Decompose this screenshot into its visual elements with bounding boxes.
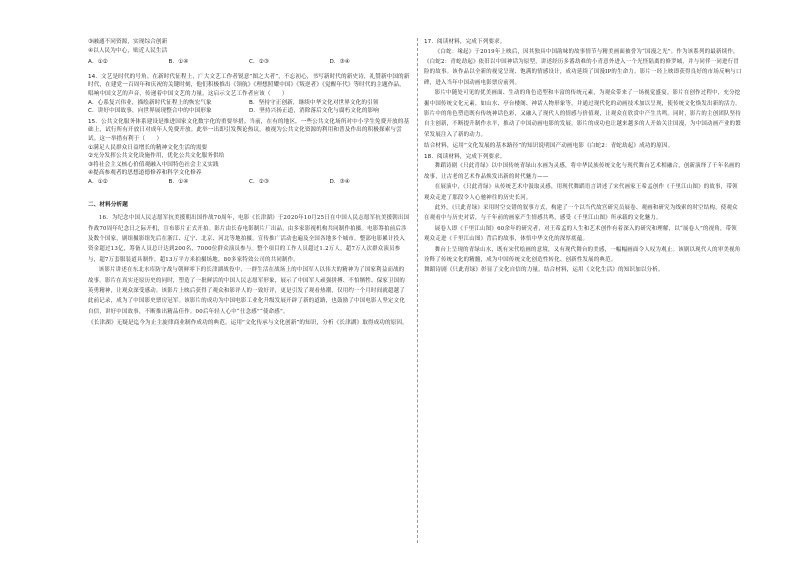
q14-option-c: C．讲好中国故事，向世界展现整合中的中国形象	[88, 108, 212, 115]
q16-question: 《长津湖》无疑是迄今为止主旋律商业制作成功的典范。运用“文化传承与文化创新”的知识，分析《长津湖》取得成功的原因。	[88, 320, 408, 327]
q13-options	[88, 58, 410, 67]
q15-option-c: C．②③	[249, 178, 269, 185]
q15-item-4: ④提高参观者的思想道德修养和科学文化修养	[88, 170, 202, 177]
q15-option-d: D．③④	[329, 178, 350, 185]
q14-option-a: A．心系复兴伟业，描绘新时代征程上的恢宏气象	[88, 99, 212, 106]
q15-option-b: B．①④	[168, 178, 189, 185]
q14-option-b: B．坚持守正创新，继续中华文化对世界文化的引领	[249, 99, 379, 106]
q15-item-1: ①满足人民群众日益增长的精神文化生活的需要	[88, 144, 208, 151]
column-divider	[417, 38, 418, 543]
q13-option-c: C．②③	[249, 59, 269, 66]
q13-option-b: B．①④	[168, 59, 189, 66]
q13-item-3: ③融通不同资源，实现综合创新	[88, 39, 168, 45]
q18-paragraph: 舞蹈诗剧《只此青绿》以中国传统青绿山水画为灵感，将中华民族传统文化与现代舞台艺术相融合，创新演绎了千年名画的故事，让古老的艺术作品焕发出新的时代魅力——	[424, 163, 741, 180]
section-title: 二、材料分析题	[88, 201, 128, 208]
q17-title: 17．阅读材料，完成下列要求。	[424, 39, 506, 45]
q18-paragraph: 舞台上呈现的青绿山水，既有宋代绘画的意境，又有现代舞台的美感，一幅幅画面令人叹为观止。该剧以现代人的审美视角诠释了传统文化的精髓，成为中国传统文化创造性转化、创新性发展的典范。	[424, 246, 741, 264]
q13-option-d: D．③④	[329, 59, 350, 66]
q14-option-d: D．坚持兴扬正道，消除落后文化与腐朽文化的影响	[249, 108, 379, 115]
q15-item-2: ②充分发挥公共文化设施作用，优化公共文化服务供给	[88, 153, 225, 160]
q15-option-a: A．①②	[88, 178, 108, 185]
q18-title: 18．阅读材料，完成下列要求。	[424, 153, 506, 160]
q13-option-a: A．①②	[88, 59, 108, 66]
q14-options-row-2	[88, 107, 410, 116]
q18-paragraph: 此外，《只此青绿》采用时空交错的叙事方式，构建了一个以当代故宫研究员展卷、观画和研究为线索的时空结构，使观众在观看中与历史对话，与千年前的画家产生情感共鸣，感受《千里江山图》所承载的文化魅力。	[424, 205, 738, 222]
q14-stem: 14．文艺是时代的号角。在新时代征程上，广大文艺工作者锐意“图之大者”，不忘初心，书写新时代的新史诗，礼赞新中国的新时代，在建党一百周年和庆祝的关键时刻，他们积极推出《领航》《理想照耀中国》《叛逆者》《觉醒年代》等时代的主题作品，唱响中国文艺的声音，传递着中国文艺的力量。这启示文艺工作者应该（ ）	[88, 73, 410, 97]
q14-options-row-1	[88, 99, 410, 108]
q15-item-3: ③将社会主义核心价值观融入中国特色社会主义实践	[88, 161, 219, 168]
right-column	[424, 38, 742, 274]
q15-options	[88, 178, 410, 187]
left-column	[88, 38, 410, 328]
q13-item-4: ④以人民为中心，贴近人民生活	[88, 47, 168, 54]
q17-question: 结合材料，运用“文化发展的基本路径”的知识说明国产动画电影《白蛇2：青蛇劫起》成功的原因。	[424, 143, 674, 150]
q16-paragraph: 16．为纪念中国人民志愿军抗美援朝出国作战70周年，电影《长津湖》于2020年10月25日在中国人民志愿军抗美援朝出国作战70周年纪念日之际开机，宣布影片正式开拍。影片由长春电影制片厂出品，由多家影视机构共同制作拍摄。电影筹拍前后涉及数个国家，剧组摄影组先后在浙江、辽宁、北京、河北等地拍摄，宣传推广活动也遍及全国各地多个城市。整部电影累计投入资金超过13亿，筹备人员总计达到200名，7000位群众演员参与。整个项目的工作人员超过1.2万人，超7万人次群众演员参与，超7万套服装道具制作，超13万平方米拍摄场地，80多家特效公司的共同制作。	[88, 215, 410, 263]
q15-stem: 15．公共文化服务体系建设是推进国家文化数字化的重要举措。当前，在有的地区，一些公共文化场所对中小学生免费开放的基础上，试行所有开放日对成年人免费开放。此举一出即引发舆论热议，被视为公共文化资源的利用和普及作出的积极探索与尝试。这一举措有利于（ ）	[88, 118, 410, 142]
q17-paragraph: 《白蛇：缘起》于2019年上映后，因其独具中国韵味的故事情节与精美画面被誉为“国漫之光”。作为该系列的最新续作，《白蛇2：青蛇劫起》依旧以中国神话为原型，讲述经历多番劫难的小青意外进入一个光怪陆离的修罗城，并与同伴一同进行冒险的故事。该作品以全新的视觉呈现、饱满的情感设计，成功延续了国漫IP的生命力。影片一经上映即获得良好的市场反响与口碑，进入当年中国动画电影票房前列。	[424, 48, 742, 86]
q18-question: 舞蹈诗剧《只此青绿》彰显了文化自信的力量。结合材料，运用《文化生活》的知识加以分析。	[424, 266, 664, 273]
q17-paragraph: 影片中随处可见的优美画面、生动的角色造型和丰富的传统元素，为观众带来了一场视觉盛宴。影片在创作过程中，充分挖掘中国传统文化元素，如山水、亭台楼阁、神话人物形象等，并通过现代化的动画技术加以呈现，使传统文化焕发出新的活力。影片中的角色塑造既有传统神话色彩，又融入了现代人的情感与价值观，让观众在欣赏中产生共鸣。同时，影片的主创团队坚持自主创新，不断提升制作水平，推动了中国动画电影的发展。影片的成功也让越来越多的人开始关注国漫，为中国动画产业的繁荣发展注入了新的动力。	[424, 90, 741, 138]
q18-paragraph: 在展演中，《只此青绿》从传统艺术中汲取灵感，用现代舞蹈语言讲述了宋代画家王希孟创作《千里江山图》的故事，带领观众走进了那段令人心驰神往的历史长河。	[424, 184, 738, 201]
q18-paragraph: 展卷人即《千里江山图》60余年的研究者，对王希孟的人生和艺术创作有着深入的研究和理解，以“展卷人”的视角，带领观众走进《千里江山图》背后的故事，体悟中华文化的深厚底蕴。	[424, 225, 737, 243]
q16-paragraph: 该影片讲述在东北水库防守战与朝鲜零下的长津湖战役中，一群生活在战场上的中国军人以伟大的精神为了国家利益而战的故事。影片在真实还原历史的同时，塑造了一批鲜活的中国人民志愿军形象，展示了中国军人顽强拼搏、不怕牺牲、保家卫国的英勇精神，让观众深受感动。该影片上映后获得了观众和影评人的一致好评，更是引发了观看热潮，仅用约一个月时间就超越了此前记录，成为了中国影史票房冠军。该影片的成功为中国电影工业化升级发展开辟了新的道路，也鼓励了中国电影人坚定文化自信，讲好中国故事，不断推出精品佳作。00后年轻人心中“仕念感”“使命感”。	[88, 267, 405, 315]
